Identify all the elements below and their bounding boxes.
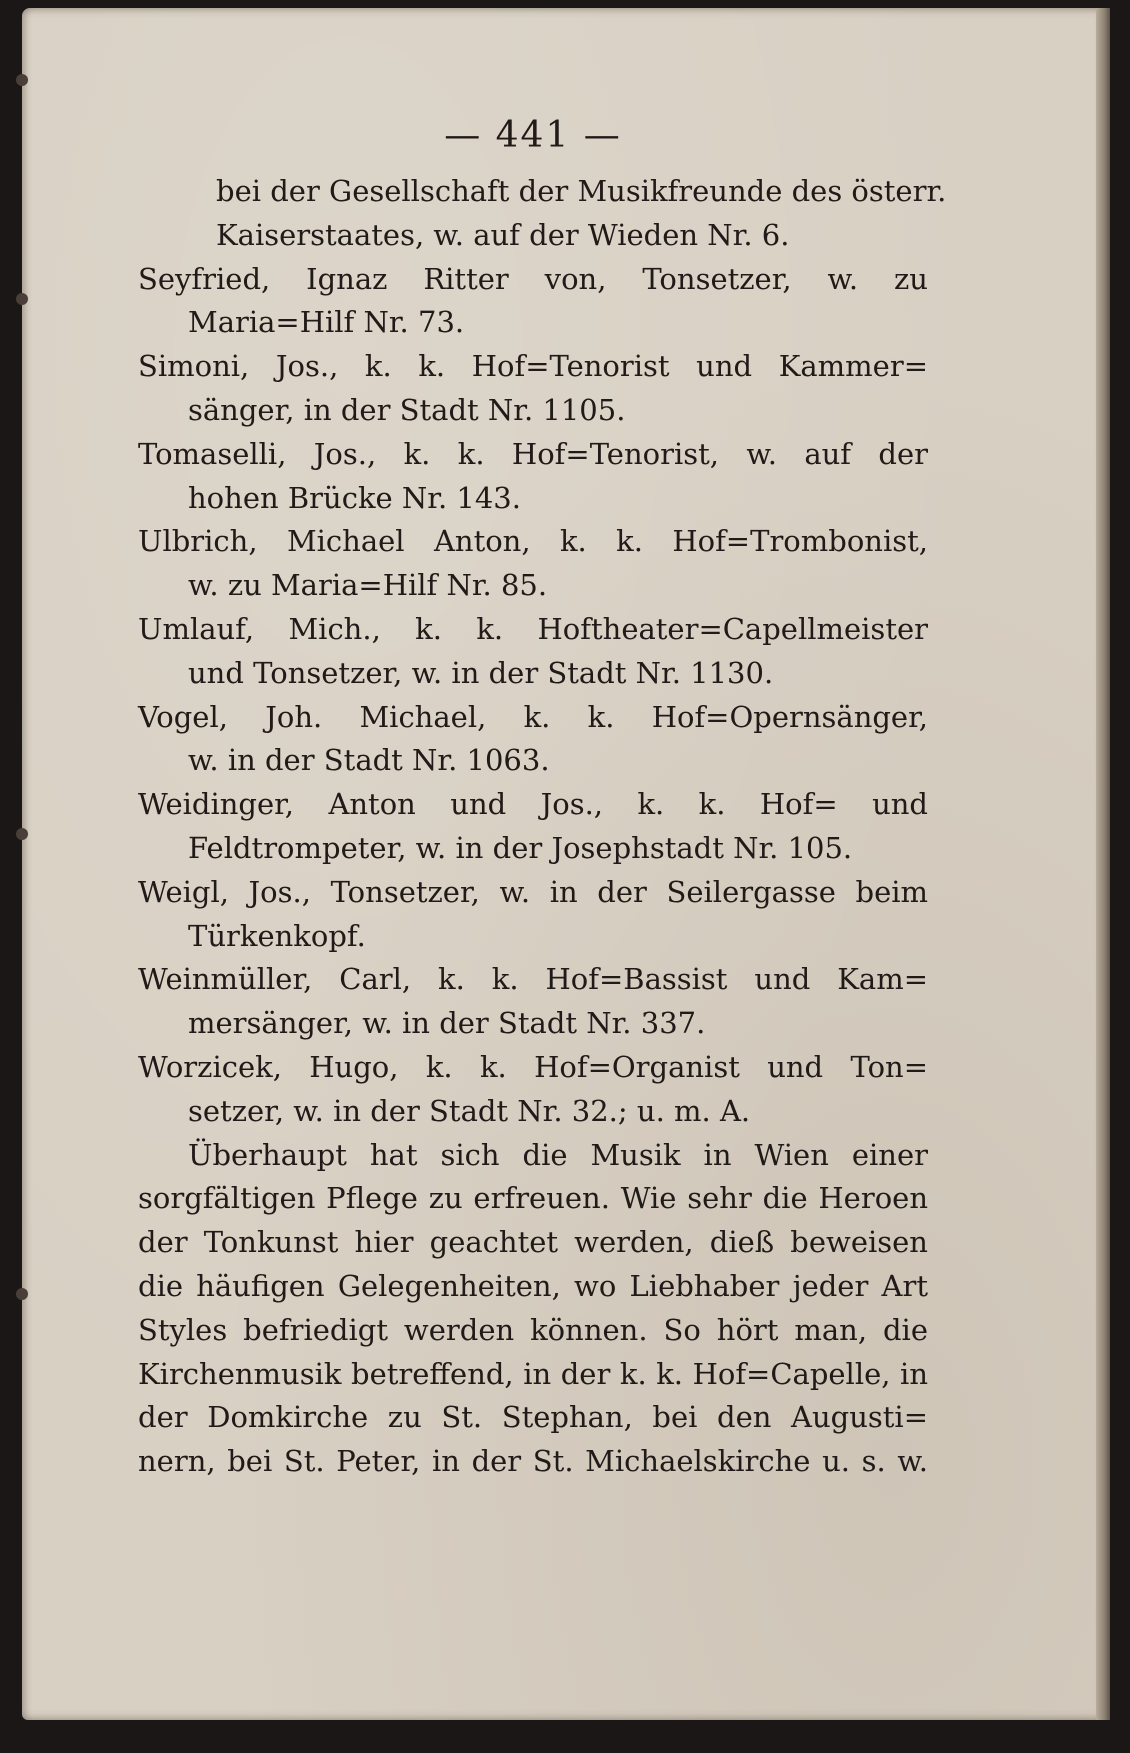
text-line: mersänger, w. in der Stadt Nr. 337. — [188, 1006, 706, 1041]
text-line: hohen Brücke Nr. 143. — [188, 480, 521, 515]
text-line: setzer, w. in der Stadt Nr. 32.; u. m. A. — [188, 1093, 751, 1128]
binding-mark — [16, 74, 28, 86]
text-line: Feldtrompeter, w. in der Josephstadt Nr. 105. — [188, 830, 853, 865]
paragraph-line: sorgfältigen Pflege zu erfreuen. Wie sehr die Heroen — [138, 1181, 928, 1216]
page-edge — [1096, 8, 1110, 1720]
entry-line: Weinmüller, Carl, k. k. Hof=Bassist und Kam= — [138, 962, 928, 997]
entry-line: Weigl, Jos., Tonsetzer, w. in der Seilergasse beim — [138, 874, 928, 909]
paragraph-line: der Domkirche zu St. Stephan, bei den Augusti= — [138, 1400, 928, 1435]
entry-line: Ulbrich, Michael Anton, k. k. Hof=Trombonist, — [138, 524, 928, 559]
paragraph-line: Kirchenmusik betreffend, in der k. k. Hof=Capelle, in — [138, 1356, 928, 1391]
entry-line: Seyfried, Ignaz Ritter von, Tonsetzer, w. zu — [138, 261, 928, 296]
text-line: Maria=Hilf Nr. 73. — [188, 305, 465, 340]
paragraph-line: Überhaupt hat sich die Musik in Wien einer — [188, 1137, 928, 1172]
text-line: und Tonsetzer, w. in der Stadt Nr. 1130. — [188, 655, 774, 690]
entry-line: Simoni, Jos., k. k. Hof=Tenorist und Kammer= — [138, 349, 928, 384]
entry-line: Umlauf, Mich., k. k. Hoftheater=Capellmeister — [138, 611, 928, 646]
binding-mark — [16, 828, 28, 840]
entry-line: Tomaselli, Jos., k. k. Hof=Tenorist, w. auf der — [138, 436, 928, 471]
book-page — [22, 8, 1110, 1720]
binding-mark — [16, 1288, 28, 1300]
text-line: Türkenkopf. — [188, 918, 366, 953]
paragraph-line: nern, bei St. Peter, in der St. Michaelskirche u. s. w. — [138, 1444, 928, 1479]
entry-line: Weidinger, Anton und Jos., k. k. Hof= und — [138, 787, 928, 822]
entry-line: Worzicek, Hugo, k. k. Hof=Organist und Ton= — [138, 1049, 928, 1084]
text-line: w. zu Maria=Hilf Nr. 85. — [188, 568, 548, 603]
paragraph-line: Styles befriedigt werden können. So hört man, die — [138, 1312, 928, 1347]
binding-mark — [16, 293, 28, 305]
text-line: sänger, in der Stadt Nr. 1105. — [188, 392, 626, 427]
text-line: w. in der Stadt Nr. 1063. — [188, 743, 550, 778]
entry-line: Vogel, Joh. Michael, k. k. Hof=Opernsänger, — [138, 699, 928, 734]
text-line: Kaiserstaates, w. auf der Wieden Nr. 6. — [216, 217, 790, 252]
paragraph-line: die häufigen Gelegenheiten, wo Liebhaber jeder Art — [138, 1268, 928, 1303]
page-number: — 441 — — [444, 115, 622, 156]
page-content — [138, 108, 947, 1484]
paragraph-line: der Tonkunst hier geachtet werden, dieß beweisen — [138, 1225, 928, 1260]
text-line: bei der Gesellschaft der Musikfreunde des österr. — [216, 174, 947, 208]
